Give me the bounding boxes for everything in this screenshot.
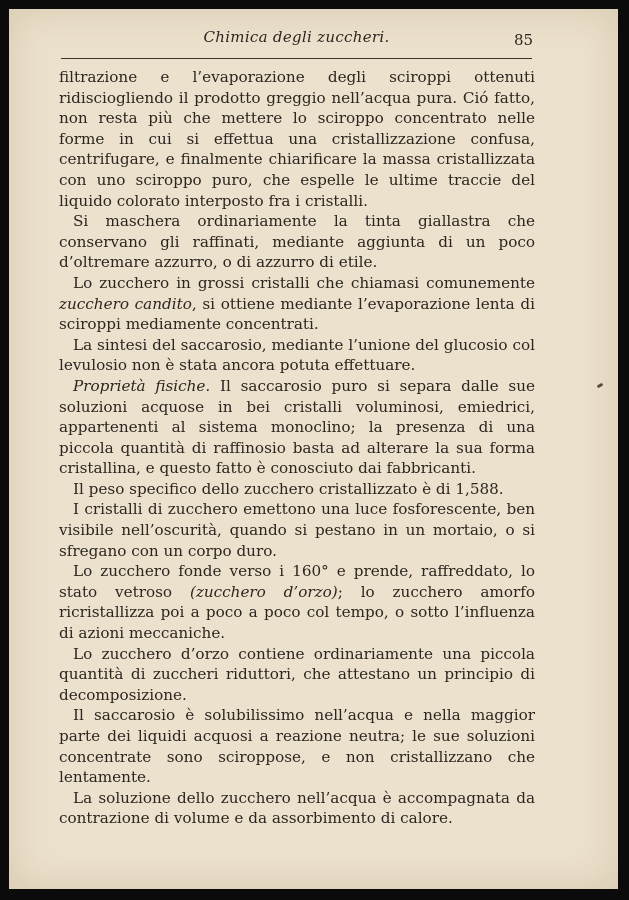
paragraph-10: Il saccarosio è solubilissimo nell’acqua e nella maggior parte dei liquidi acquosi a reazione neutra; le sue soluzioni concentrate sono sciroppose, e non cristallizzano che lentamente. [59, 706, 535, 787]
paragraph-3-start: Lo zucchero in grossi cristalli che chiamasi comunemente [73, 273, 535, 292]
paragraph-9: Lo zucchero d’orzo contiene ordinariamente una piccola quantità di zuccheri riduttori, che attestano un principio di decomposizione. [59, 644, 535, 704]
paragraph-4: La sintesi del saccarosio, mediante l’unione del glucosio col levulosio non è stata ancora potuta effettuare. [59, 335, 535, 375]
ink-speck [597, 383, 604, 389]
running-header [61, 28, 532, 59]
paragraph-5 [59, 376, 535, 479]
term-zucchero-orzo: (zucchero d’orzo) [189, 582, 338, 601]
page-number: 85 [514, 31, 534, 49]
paragraph-11: La soluzione dello zucchero nell’acqua è accompagnata da contrazione di volume e da assorbimento di calore. [59, 788, 535, 828]
paragraph-8-start: Lo zucchero fonde verso i 160° e prende, raffreddato, lo stato vetroso [59, 562, 535, 601]
paragraph-6: Il peso specifico dello zucchero cristallizzato è di 1,588. [73, 479, 504, 498]
chapter-title: Chimica degli zuccheri. [203, 28, 390, 46]
term-zucchero-candito: zucchero candito [59, 294, 192, 313]
paragraph-1: filtrazione e l’evaporazione degli sciroppi ottenuti ridisciogliendo il prodotto greggio nell’acqua pura. Ció fatto, non resta più che mettere lo sciroppo concentrato nelle forme in cui si effettua una cristallizzazione confusa, centrifugare, e finalmente chiarificare la massa cristallizzata con uno sciroppo puro, che espelle le ultime traccie del liquido colorato interposto fra i cristalli. [59, 68, 535, 210]
paragraph-2: Si maschera ordinariamente la tinta giallastra che conservano gli raffinati, mediante aggiunta di un poco d’oltremare azzurro, o di azzurro di etile. [59, 212, 535, 272]
section-heading-proprieta-fisiche: Proprietà fisiche. [73, 376, 211, 395]
paragraph-8-end: ; lo zucchero amorfo ricristallizza poi a poco a poco col tempo, o sotto l’influenza di azioni meccaniche. [59, 582, 535, 643]
body-text [59, 67, 535, 829]
paragraph-7: I cristalli di zucchero emettono una luce fosforescente, ben visibile nell’oscurità, quando si pestano in un mortaio, o si sfregano con un corpo duro. [59, 500, 535, 560]
paragraph-5-text: Il saccarosio puro si separa dalle sue soluzioni acquose in bei cristalli voluminosi, emiedrici, appartenenti al sistema monoclino; la presenza di una piccola quantità di raffinosio basta ad alterare la sua forma cristallina, e questo fatto è conosciuto dai fabbricanti. [59, 376, 535, 478]
book-page [9, 9, 618, 889]
paragraph-3-end: , si ottiene mediante l’evaporazione lenta di sciroppi mediamente concentrati. [59, 294, 535, 334]
paragraph-3 [59, 273, 535, 335]
paragraph-8 [59, 561, 535, 643]
